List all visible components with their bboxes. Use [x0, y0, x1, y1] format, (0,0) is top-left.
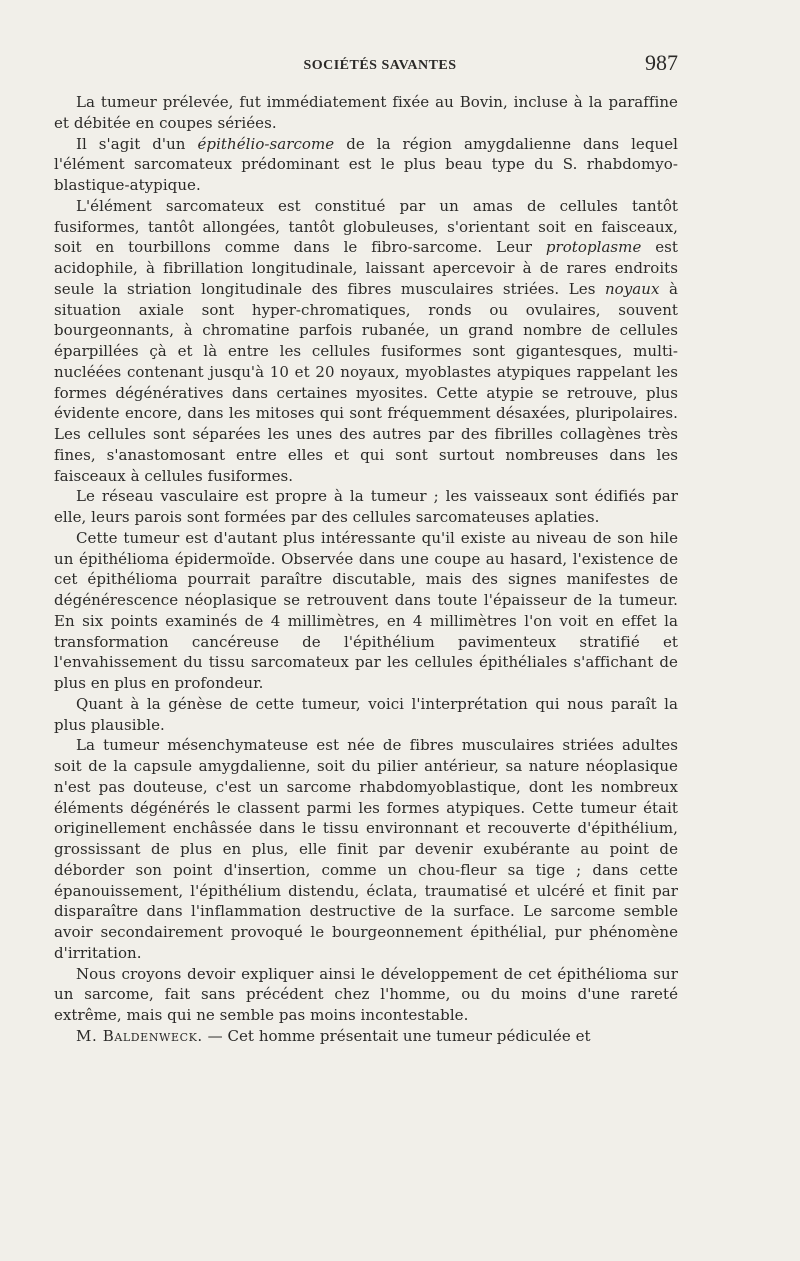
article-body — [54, 92, 678, 1047]
paragraph — [54, 1026, 678, 1047]
paragraph: Le réseau vasculaire est propre à la tumeur ; les vaisseaux sont édifiés par elle, leurs parois sont formées par des cellules sarcomateuses aplaties. — [54, 487, 678, 526]
italic-term: protoplasme — [545, 238, 642, 257]
speaker-name: M. Baldenweck. — [76, 1026, 203, 1045]
text-run: est acidophile, à fibrillation longitudinale, laissant apercevoir à de rares endroits seule la striation longitudinale des fibres musculaires striées. Les — [54, 238, 678, 298]
text-run: à situation axiale sont hyper-chromatiques, ronds ou ovulaires, souvent bourgeonnants, à chromatine parfois rubanée, un grand nombre de cellules éparpillées çà et là entre les cellules fusiformes sont gigantesques, multi-nucléées contenant jusqu'à 10 et 20 noyaux, myoblastes atypiques rappelant les formes dégénératives dans certaines myosites. Cette atypie se retrouve, plus évidente encore, dans les mitoses qui sont fréquemment désaxées, pluripolaires. Les cellules sont séparées les unes des autres par des fibrilles collagènes très fines, s'anastomosant entre elles et qui sont surtout nombreuses dans les faisceaux à cellules fusiformes. — [54, 279, 678, 485]
page-header — [80, 50, 680, 80]
paragraph — [54, 134, 678, 196]
text-run: — Cet homme présentait une tumeur pédiculée et — [202, 1026, 591, 1045]
text-run: L'élément sarcomateux est constitué par un amas de cellules tantôt fusiformes, tantôt allongées, tantôt globuleuses, s'orientant soit en faisceaux, soit en tourbillons comme dans le fibro-sarcome. Leur — [54, 196, 678, 257]
italic-term: épithélio-sarcome — [197, 134, 335, 153]
italic-term: noyaux — [604, 279, 660, 298]
text-run: de la région amygdalienne dans lequel l'élément sarcomateux prédominant est le plus beau type du S. rhabdomyo-blastique-atypique. — [54, 134, 678, 194]
paragraph: Cette tumeur est d'autant plus intéressante qu'il existe au niveau de son hile un épithélioma épidermoïde. Observée dans une coupe au hasard, l'existence de cet épithélioma pourrait paraître discutable, mais des signes manifestes de dégénérescence néoplasique se retrouvent dans toute l'épaisseur de la tumeur. En six points examinés de 4 millimètres, en 4 millimètres l'on voit en effet la transformation cancéreuse de l'épithélium pavimenteux stratifié et l'envahissement du tissu sarcomateux par les cellules épithéliales s'affichant de plus en plus en profondeur. — [54, 528, 678, 692]
paragraph: La tumeur prélevée, fut immédiatement fixée au Bovin, incluse à la paraffine et débitée en coupes sériées. — [54, 93, 678, 132]
paragraph: Nous croyons devoir expliquer ainsi le développement de cet épithélioma sur un sarcome, fait sans précédent chez l'homme, ou du moins d'une rareté extrême, mais qui ne semble pas moins incontestable. — [54, 964, 678, 1024]
paragraph: La tumeur mésenchymateuse est née de fibres musculaires striées adultes soit de la capsule amygdalienne, soit du pilier antérieur, sa nature néoplasique n'est pas douteuse, c'est un sarcome rhabdomyoblastique, dont les nombreux éléments dégénérés le classent parmi les formes atypiques. Cette tumeur était originellement enchâssée dans le tissu environnant et recouverte d'épithélium, grossissant de plus en plus, elle finit par devenir exubérante au point de déborder son point d'insertion, comme un chou-fleur sa tige ; dans cette épanouissement, l'épithélium distendu, éclata, traumatisé et ulcéré et finit par disparaître dans l'inflammation destructive de la surface. Le sarcome semble avoir secondairement provoqué le bourgeonnement épithélial, pur phénomène d'irritation. — [54, 736, 678, 962]
paragraph — [54, 196, 678, 487]
paragraph: Quant à la génèse de cette tumeur, voici l'interprétation qui nous paraît la plus plausible. — [54, 694, 678, 734]
text-run: Il s'agit d'un — [76, 134, 198, 153]
running-head: SOCIÉTÉS SAVANTES — [303, 58, 457, 73]
page-number: 987 — [645, 50, 678, 75]
